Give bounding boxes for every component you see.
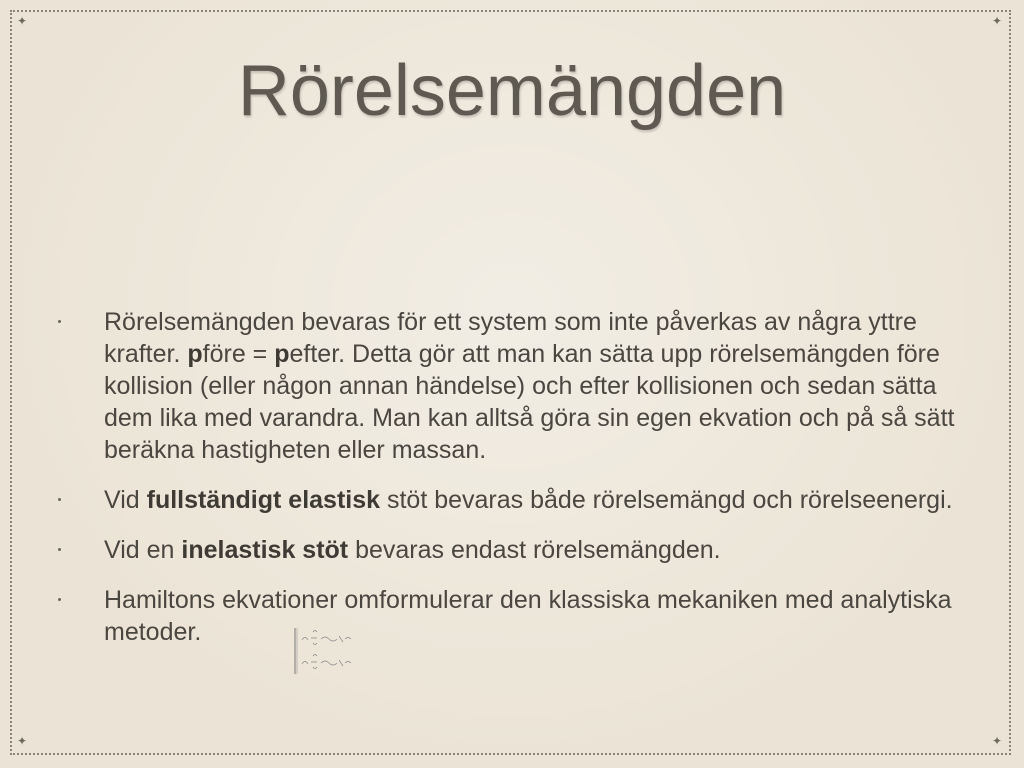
bullet-item: Hamiltons ekvationer omformulerar den klassiska mekaniken med analytiska metoder. — [104, 584, 984, 648]
bullet-item: Vid en inelastisk stöt bevaras endast rörelsemängden. — [104, 534, 984, 566]
slide-title: Rörelsemängden — [237, 51, 787, 131]
hamilton-equations-image — [293, 626, 375, 676]
corner-ornament-icon: ✦ — [16, 734, 28, 748]
bullet-dot-icon — [58, 498, 61, 501]
corner-ornament-icon: ✦ — [991, 734, 1003, 748]
corner-ornament-icon: ✦ — [991, 14, 1003, 28]
bullet-dot-icon — [58, 548, 61, 551]
corner-ornament-icon: ✦ — [16, 14, 28, 28]
bullet-dot-icon — [58, 598, 61, 601]
bullet-dot-icon — [58, 320, 61, 323]
bullet-item: Vid fullständigt elastisk stöt bevaras både rörelsemängd och rörelseenergi. — [104, 484, 984, 516]
bullet-item: Rörelsemängden bevaras för ett system som inte påverkas av några yttre krafter. pföre = pefter. Detta gör att man kan sätta upp rörelsemängden före kollision (eller någon annan händelse) och efter kollisionen och sedan sätta dem lika med varandra. Man kan alltså göra sin egen ekvation och på så sätt beräkna hastigheten eller massan. — [104, 306, 984, 466]
bullet-list — [104, 306, 984, 666]
